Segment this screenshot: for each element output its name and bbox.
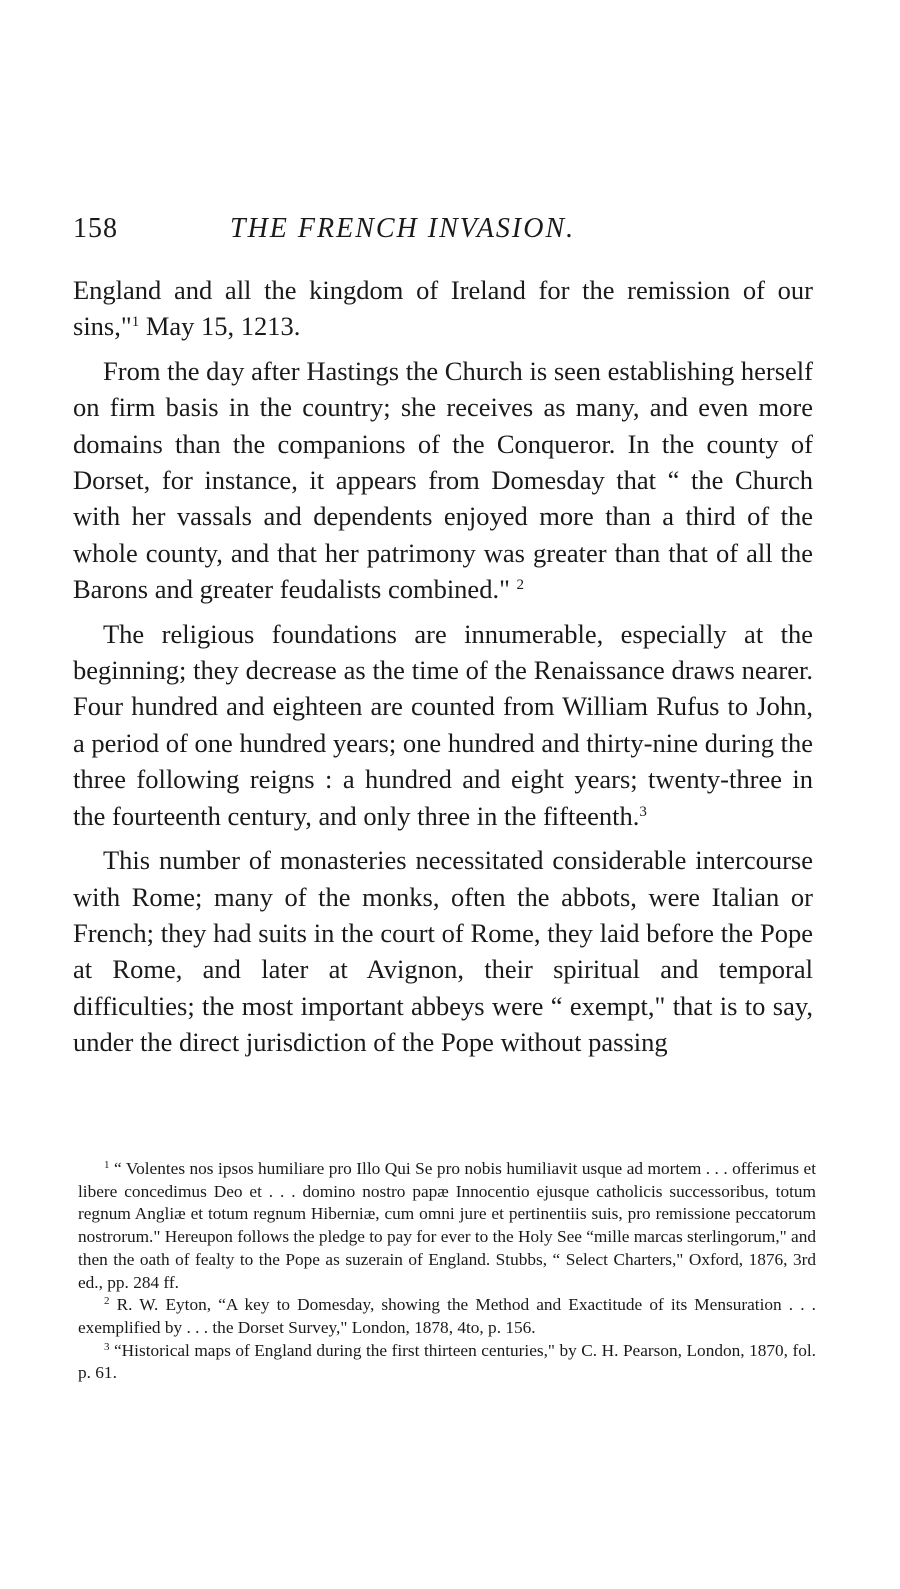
paragraph-2 xyxy=(73,353,813,608)
footnote-3-text: “Historical maps of England during the first thirteen centuries," by C. H. Pearson, London, 1870, fol. p. 61. xyxy=(78,1340,816,1383)
footnote-ref-1: 1 xyxy=(131,314,140,331)
footnote-marker-1: 1 xyxy=(104,1159,110,1171)
footnote-ref-3: 3 xyxy=(639,803,647,820)
paragraph-1-date: May 15, 1213. xyxy=(139,311,301,342)
paragraph-1-text: England and all the kingdom of Ireland for the remission of our sins," xyxy=(73,275,813,342)
footnote-marker-3: 3 xyxy=(104,1340,110,1353)
main-text xyxy=(73,272,813,1061)
footnote-1-text: “ Volentes nos ipsos humiliare pro Illo Qui Se pro nobis humiliavit usque ad mortem . . . offerimus et libere concedimus Deo et . . . domino nostro papæ Innocentio ejusque catholicis successoribus, totum regnum Angliæ et totum regnum Hiberniæ, cum omni jure et pertinentiis suis, pro remissione peccatorum nostrorum." Hereupon follows the pledge to pay for ever to the Holy See “mille marcas sterlingorum," and then the oath of fealty to the Pope as suzerain of England. Stubbs, “ Select Charters," Oxford, 1876, 3rd ed., pp. 284 ff. xyxy=(78,1159,816,1292)
footnote-3 xyxy=(78,1340,816,1385)
footnote-ref-2: 2 xyxy=(516,577,525,594)
footnote-2 xyxy=(78,1294,816,1339)
page-number: 158 xyxy=(73,213,118,244)
footnote-2-text: R. W. Eyton, “A key to Domesday, showing the Method and Exactitude of its Mensuration . . . exemplified by . . . the Dorset Survey," London, 1878, 4to, p. 156. xyxy=(78,1295,817,1337)
paragraph-4-text: This number of monasteries necessitated considerable intercourse with Rome; many of the monks, often the abbots, were Italian or French; they had suits in the court of Rome, they laid before the Pope at Rome, and later at Avignon, their spiritual and temporal difficulties; the most important abbeys were “ exempt," that is to say, under the direct jurisdiction of the Pope without passing xyxy=(73,845,813,1058)
running-title: THE FRENCH INVASION. xyxy=(230,213,576,244)
paragraph-2-text: From the day after Hastings the Church is seen establishing herself on firm basis in the country; she receives as many, and even more domains than the companions of the Conqueror. In the county of Dorset, for instance, it appears from Domesday that “ the Church with her vassals and dependents enjoyed more than a third of the whole county, and that her patrimony was greater than that of all the Barons and greater feudalists combined." xyxy=(73,355,813,605)
paragraph-3-text: The religious foundations are innumerable, especially at the beginning; they decrease as the time of the Renaissance draws nearer. Four hundred and eighteen are counted from William Rufus to John, a period of one hundred years; one hundred and thirty-nine during the three following reigns : a hundred and eight years; twenty-three in the fourteenth century, and only three in the fifteenth. xyxy=(73,618,813,831)
footnote-marker-2: 2 xyxy=(104,1295,110,1308)
paragraph-4 xyxy=(73,842,813,1060)
paragraph-1 xyxy=(73,272,813,345)
footnote-1 xyxy=(78,1158,816,1294)
paragraph-3 xyxy=(73,616,813,834)
footnotes xyxy=(78,1158,816,1385)
